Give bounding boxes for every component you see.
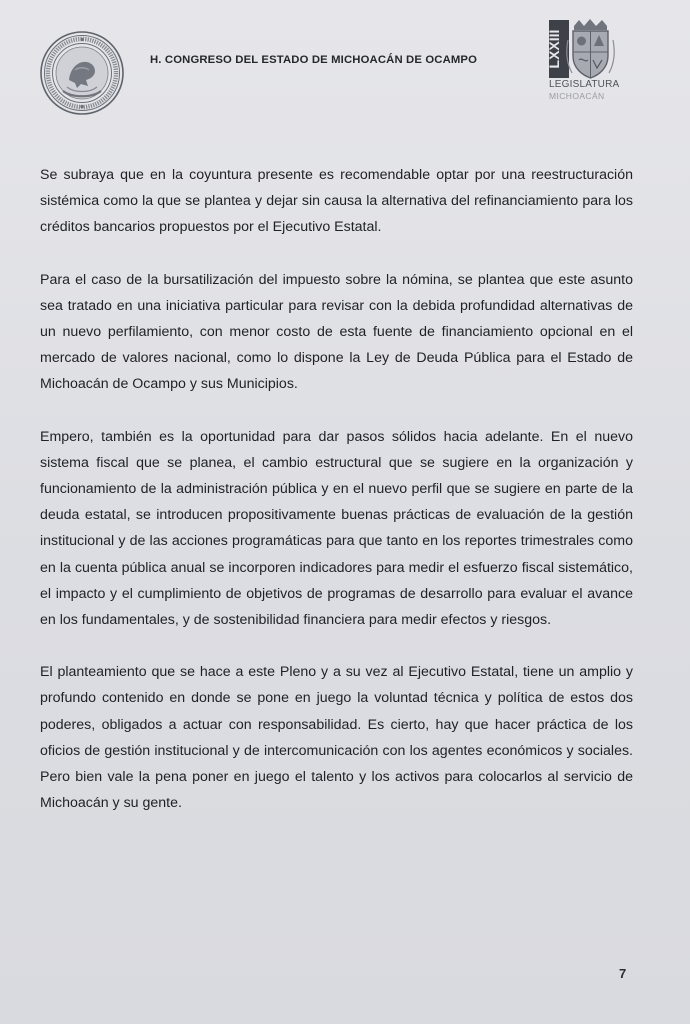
paragraph: El planteamiento que se hace a este Pleno y a su vez al Ejecutivo Estatal, tiene un amplio y profundo contenido en donde se pone en juego la voluntad técnica y política de estos dos poderes, obligados a actuar con responsabilidad. Es cierto, hay que hacer práctica de los oficios de gestión institucional y de intercomunicación con los agentes económicos y sociales. Pero bien vale la pena poner en juego el talento y los activos para colocarlos al servicio de Michoacán y su gente.	[40, 664, 633, 812]
paragraph: Se subraya que en la coyuntura presente es recomendable optar por una reestructuración sistémica como la que se plantea y dejar sin causa la alternativa del refinanciamiento para los créditos bancarios propuestos por el Ejecutivo Estatal.	[40, 167, 633, 236]
page-number: 7	[619, 966, 627, 981]
page-header	[0, 0, 690, 120]
svg-text:LXXIII: LXXIII	[546, 29, 562, 69]
document-body	[40, 162, 633, 842]
legislatura-logo	[548, 18, 620, 108]
legislatura-lxxiii-logo-icon	[548, 18, 616, 80]
legislatura-sublabel: MICHOACÁN	[549, 91, 605, 101]
paragraph: Para el caso de la bursatilización del impuesto sobre la nómina, se plantea que este asunto sea tratado en una iniciativa particular para revisar con la debida profundidad alternativas de un nuevo perfilamiento, con menor costo de esta fuente de financiamiento opcional en el mercado de valores nacional, como lo dispone la Ley de Deuda Pública para el Estado de Michoacán de Ocampo y sus Municipios.	[40, 271, 633, 393]
state-seal-icon	[39, 30, 125, 116]
legislatura-label: LEGISLATURA	[549, 79, 620, 90]
congress-title: H. CONGRESO DEL ESTADO DE MICHOACÁN DE OCAMPO	[150, 54, 478, 66]
paragraph: Empero, también es la oportunidad para dar pasos sólidos hacia adelante. En el nuevo sistema fiscal que se planea, el cambio estructural que se sugiere en la organización y funcionamiento de la administración pública y en el nuevo perfil que se sugiere en parte de la deuda estatal, se introducen propositivamente buenas prácticas de evaluación de la gestión institucional y de las acciones programáticas para que tanto en los reportes trimestrales como en la cuenta pública anual se incorporen indicadores para medir el esfuerzo fiscal sistemático, el impacto y el cumplimiento de objetivos de programas de desarrollo para evaluar el avance en los fundamentales, y de sostenibilidad financiera para medir efectos y riesgos.	[40, 428, 633, 629]
